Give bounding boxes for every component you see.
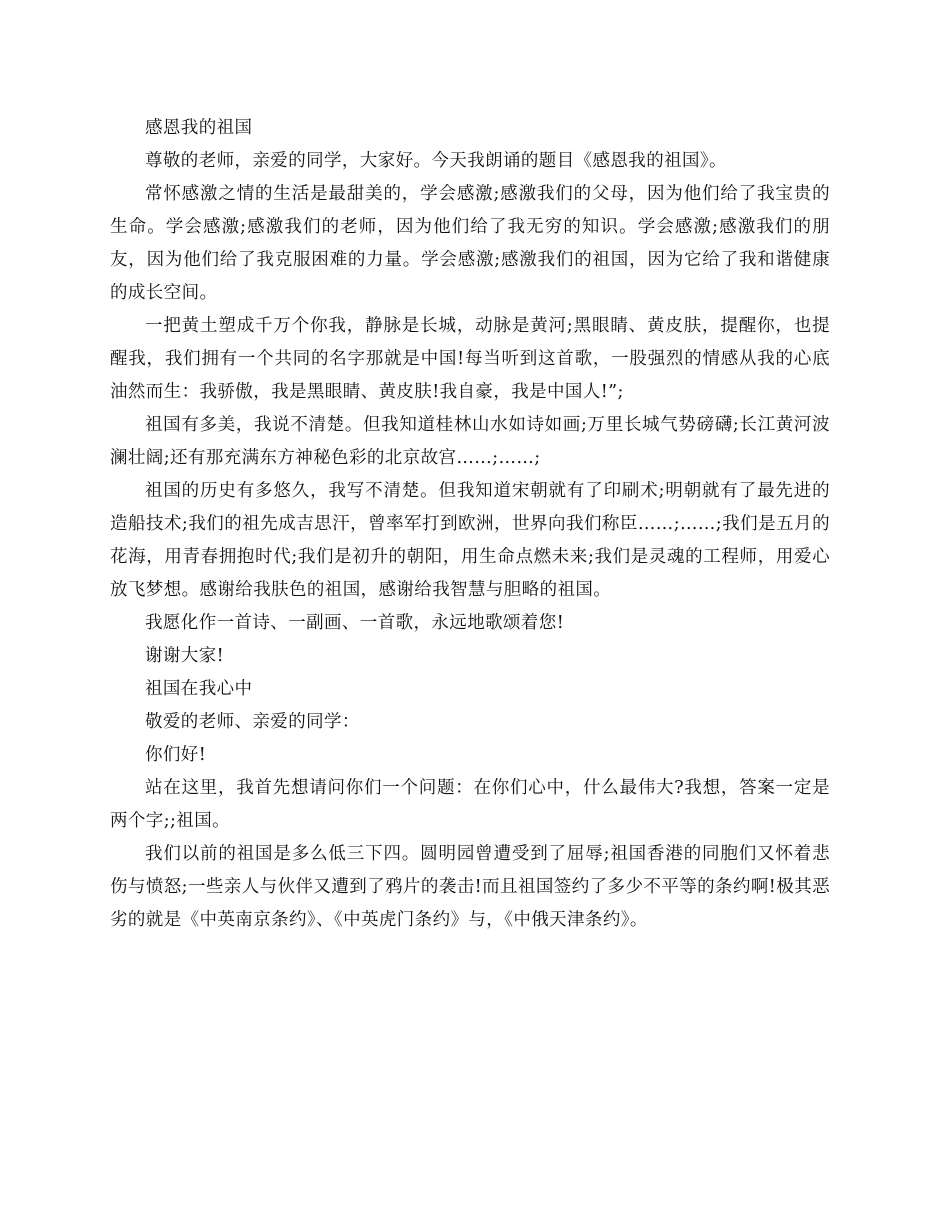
- paragraph-gratitude: 常怀感激之情的生活是最甜美的，学会感激;感激我们的父母，因为他们给了我宝贵的生命。学会感激;感激我们的老师，因为他们给了我无穷的知识。学会感激;感激我们的朋友，因为他们给了我克服困难的力量。学会感激;感激我们的祖国，因为它给了我和谐健康的成长空间。: [110, 184, 830, 303]
- paragraph-title-1: 感恩我的祖国: [145, 118, 253, 138]
- paragraph-greeting-2: 敬爱的老师、亲爱的同学：: [145, 712, 360, 732]
- paragraph-hello: 你们好!: [145, 745, 207, 765]
- paragraph-poem-wish: 我愿化作一首诗、一副画、一首歌，永远地歌颂着您!: [145, 613, 565, 633]
- paragraph-yellow-earth: 一把黄土塑成千万个你我，静脉是长城，动脉是黄河;黑眼睛、黄皮肤，提醒你，也提醒我，我们拥有一个共同的名字那就是中国!每当听到这首歌，一股强烈的情感从我的心底油然而生：我骄傲，我是黑眼睛、黄皮肤!我自豪，我是中国人!”;: [110, 316, 830, 402]
- paragraph-past: 我们以前的祖国是多么低三下四。圆明园曾遭受到了屈辱;祖国香港的同胞们又怀着悲伤与愤怒;一些亲人与伙伴又遭到了鸦片的袭击!而且祖国签约了多少不平等的条约啊!极其恶劣的就是《中英南京条约》、《中英虎门条约》与，《中俄天津条约》。: [110, 844, 830, 930]
- paragraph-title-2: 祖国在我心中: [145, 679, 253, 699]
- document-body: [110, 112, 830, 937]
- paragraph-question: 站在这里，我首先想请问你们一个问题：在你们心中，什么最伟大?我想，答案一定是两个字;;祖国。: [110, 778, 830, 831]
- paragraph-beauty: 祖国有多美，我说不清楚。但我知道桂林山水如诗如画;万里长城气势磅礴;长江黄河波澜壮阔;还有那充满东方神秘色彩的北京故宫……;……;: [110, 415, 830, 468]
- paragraph-history: 祖国的历史有多悠久，我写不清楚。但我知道宋朝就有了印刷术;明朝就有了最先进的造船技术;我们的祖先成吉思汗，曾率军打到欧洲，世界向我们称臣……;……;我们是五月的花海，用青春拥抱时代;我们是初升的朝阳，用生命点燃未来;我们是灵魂的工程师，用爱心放飞梦想。感谢给我肤色的祖国，感谢给我智慧与胆略的祖国。: [110, 481, 830, 600]
- paragraph-greeting-1: 尊敬的老师，亲爱的同学，大家好。今天我朗诵的题目《感恩我的祖国》。: [145, 151, 727, 171]
- paragraph-thanks: 谢谢大家!: [145, 646, 225, 666]
